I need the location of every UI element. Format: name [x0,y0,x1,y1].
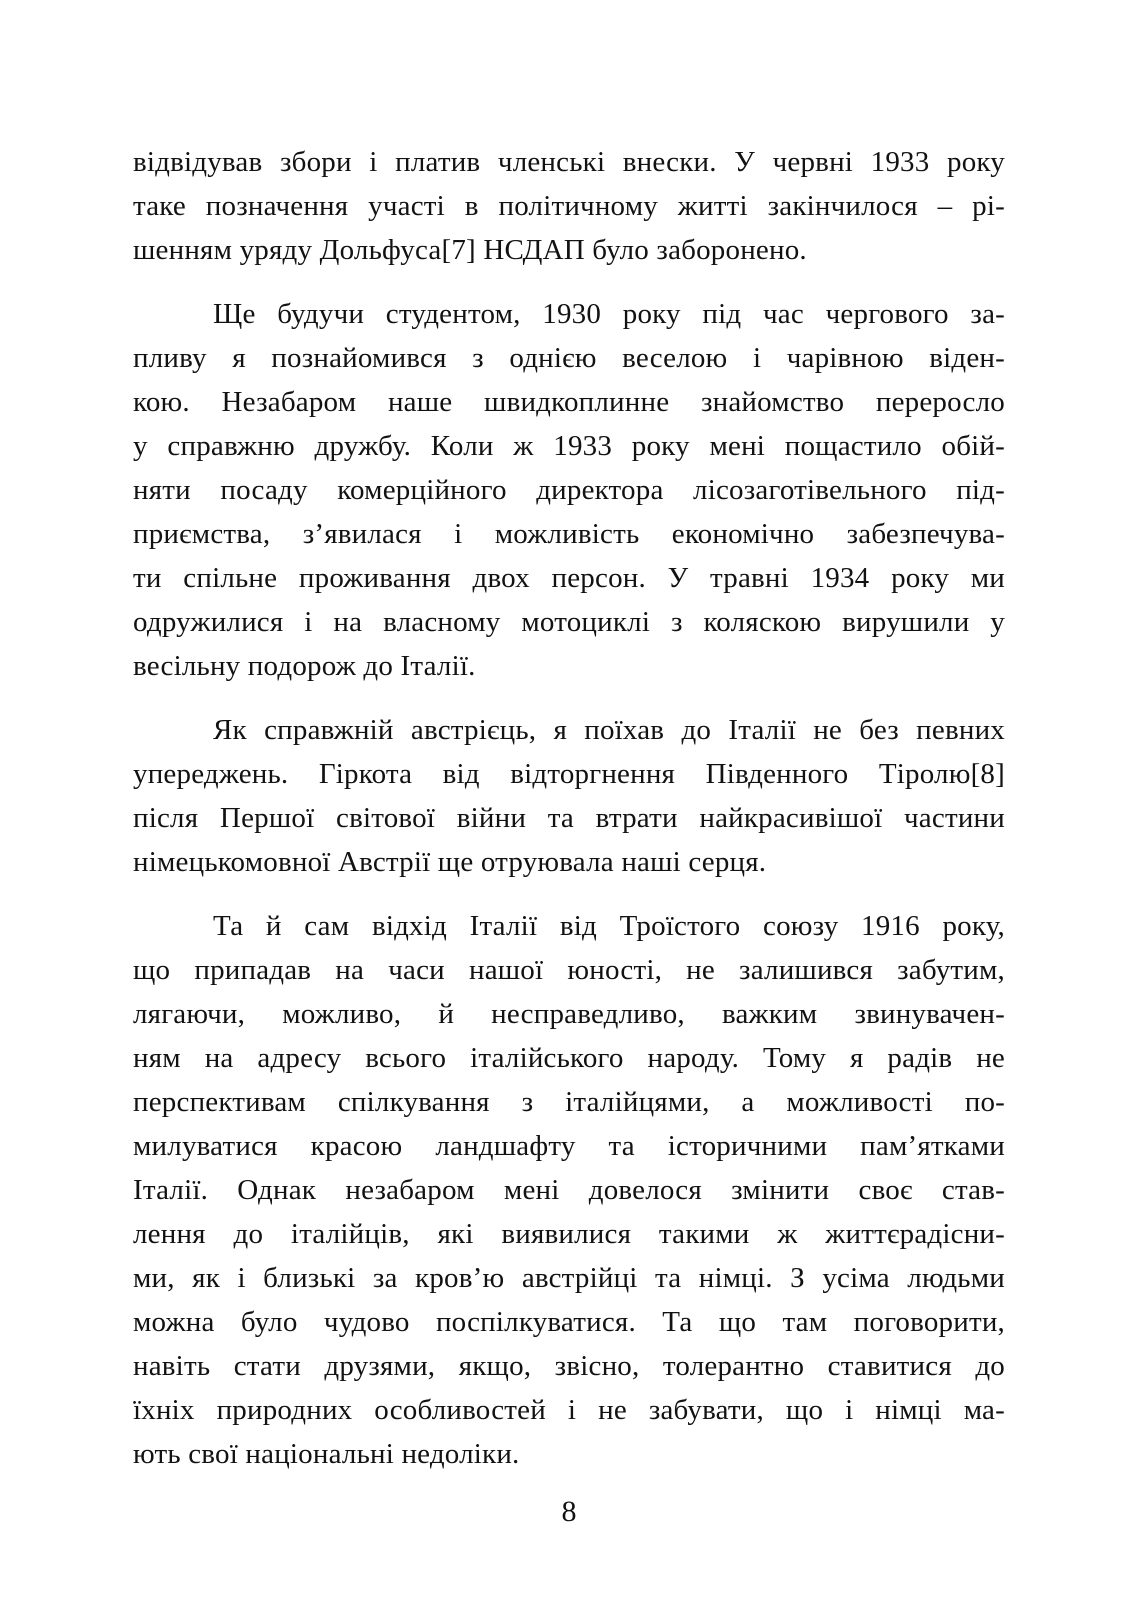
text-line: Ще будучи студентом, 1930 року під час чергового за- [213,298,1005,330]
text-line: у справжню дружбу. Коли ж 1933 року мені пощастило обій- [133,430,1005,462]
text-line: лення до італійців, які виявилися такими ж життєрадісни- [133,1218,1005,1250]
text-line: одружилися і на власному мотоциклі з коляскою вирушили у [133,606,1005,638]
page-number: 8 [561,1495,577,1528]
text-line: після Першої світової війни та втрати найкрасивішої частини [133,802,1005,834]
text-line: німецькомовної Австрії ще отруювала наші серця. [133,846,767,878]
paragraph [133,904,1005,1476]
text-line: ти спільне проживання двох персон. У травні 1934 року ми [133,562,1005,594]
paragraph [133,140,1005,272]
text-line: можна було чудово поспілкуватися. Та що там поговорити, [133,1306,1005,1338]
text-line: пливу я познайомився з однією веселою і чарівною віден- [133,342,1005,374]
text-line: упереджень. Гіркота від відторгнення Південного Тіролю[8] [133,758,1005,790]
text-line: перспективам спілкування з італійцями, а можливості по- [133,1086,1005,1118]
text-line: навіть стати друзями, якщо, звісно, толерантно ставитися до [133,1350,1005,1382]
text-line: шенням уряду Дольфуса[7] НСДАП було заборонено. [133,234,807,266]
text-line: весільну подорож до Італії. [133,650,476,682]
text-line: ням на адресу всього італійського народу. Тому я радів не [133,1042,1005,1074]
text-line: няти посаду комерційного директора лісозаготівельного під- [133,474,1005,506]
text-line: ми, як і близькі за кров’ю австрійці та німці. З усіма людьми [133,1262,1005,1294]
paragraph [133,292,1005,688]
text-line: їхніх природних особливостей і не забувати, що і німці ма- [133,1394,1005,1426]
paragraph [133,708,1005,884]
text-line: Та й сам відхід Італії від Троїстого союзу 1916 року, [213,910,1005,942]
text-line: таке позначення участі в політичному житті закінчилося – рі- [133,190,1005,222]
page-body [133,140,1005,1476]
text-line: кою. Незабаром наше швидкоплинне знайомство переросло [133,386,1005,418]
text-line: що припадав на часи нашої юності, не залишився забутим, [133,954,1005,986]
text-line: ють свої національні недоліки. [133,1438,520,1470]
text-line: відвідував збори і платив членські внески. У червні 1933 року [133,146,1005,178]
text-line: милуватися красою ландшафту та історичними пам’ятками [133,1130,1005,1162]
text-line: Як справжній австрієць, я поїхав до Італії не без певних [213,714,1005,746]
text-line: приємства, з’явилася і можливість економічно забезпечува- [133,518,1005,550]
text-line: Італії. Однак незабаром мені довелося змінити своє став- [133,1174,1005,1206]
text-line: лягаючи, можливо, й несправедливо, важким звинувачен- [133,998,1005,1030]
